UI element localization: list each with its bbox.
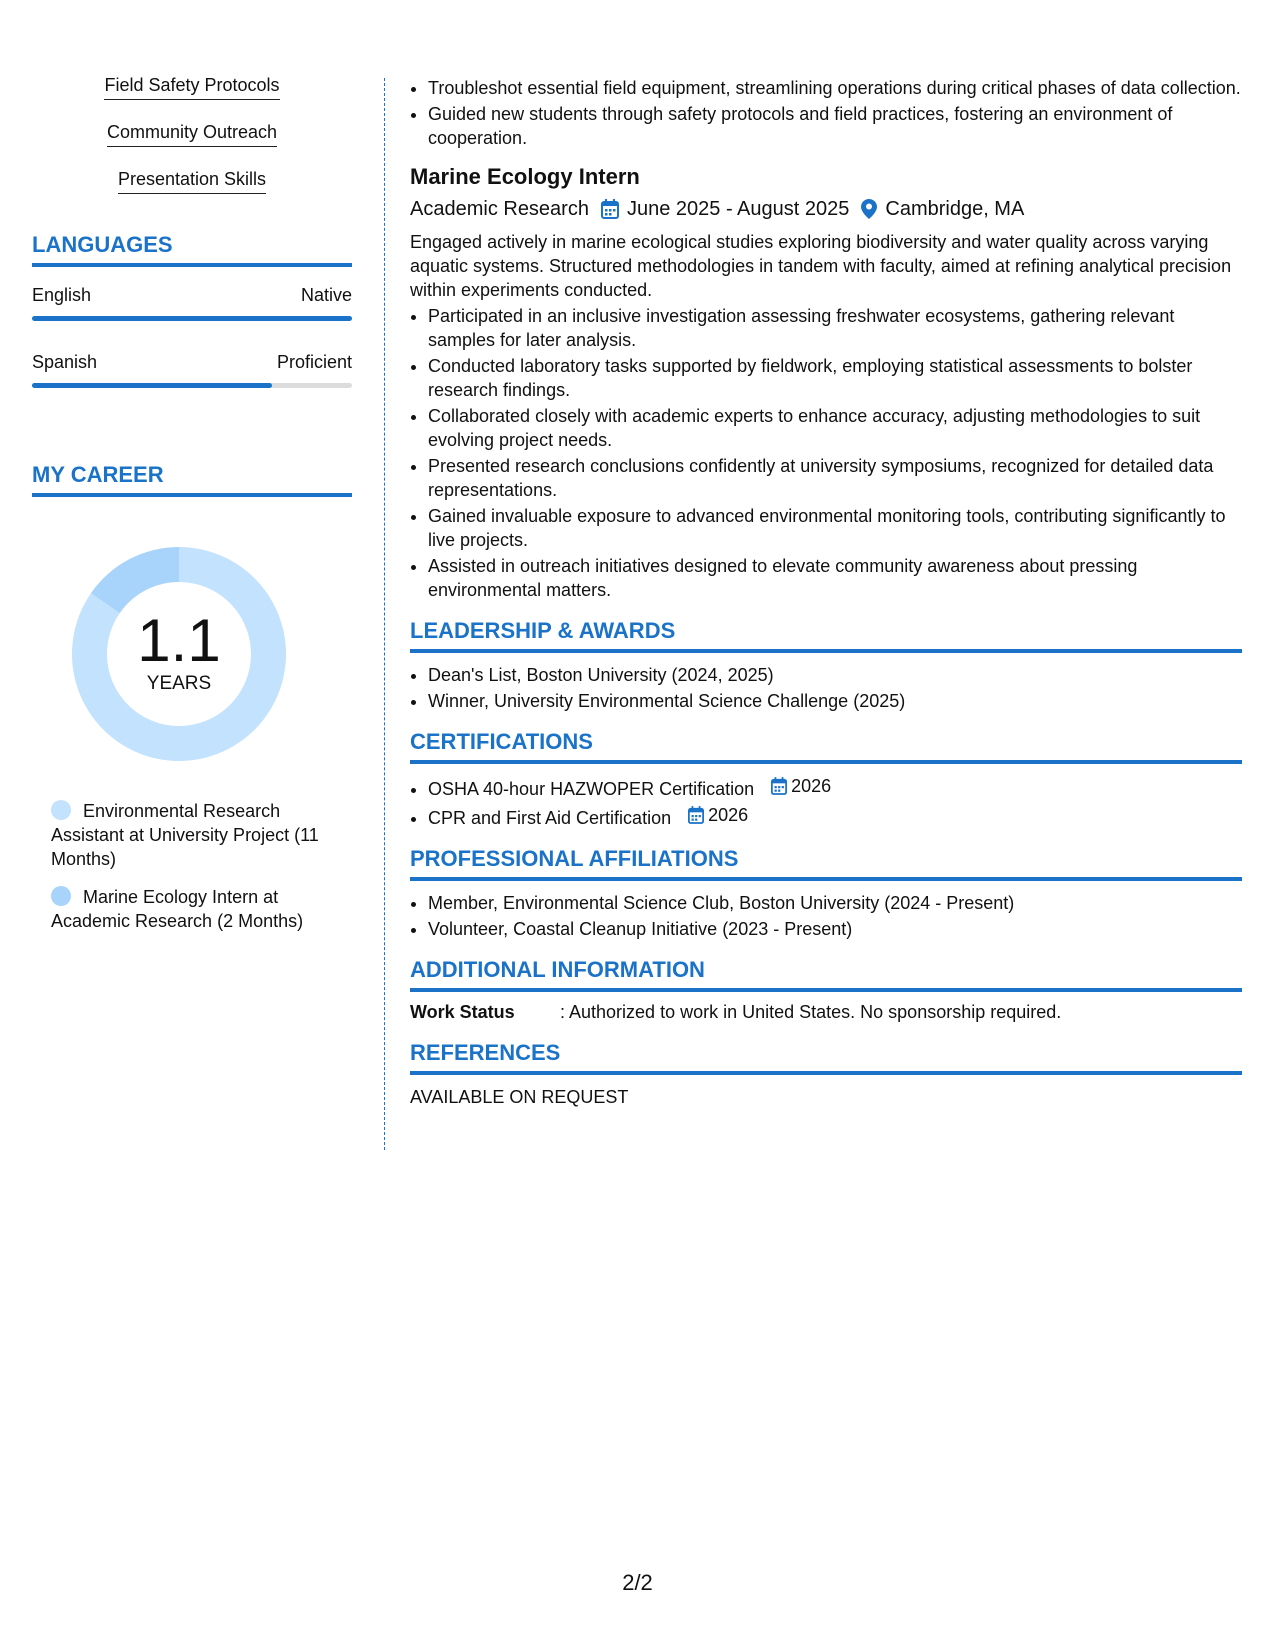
list-item: • Participated in an inclusive investigation assessing freshwater ecosystems, gathering relevant samples for later analysis. <box>428 304 1242 352</box>
language-level-fill <box>32 383 272 388</box>
language-level-bar <box>32 316 352 321</box>
info-value: : Authorized to work in United States. No sponsorship required. <box>560 1002 1062 1022</box>
job-location: Cambridge, MA <box>885 198 1025 220</box>
list-item: • Troubleshot essential field equipment, streamlining operations during critical phases of data collection. <box>428 76 1242 100</box>
skill-item: Field Safety Protocols <box>32 74 352 100</box>
career-legend <box>51 799 341 933</box>
calendar-icon <box>688 806 704 824</box>
calendar-icon <box>771 777 787 795</box>
list-item: • Dean's List, Boston University (2024, 2025) <box>428 663 1242 687</box>
career-donut <box>64 539 294 769</box>
career-unit: YEARS <box>146 673 212 694</box>
legend-item: Marine Ecology Intern at Academic Research (2 Months) <box>51 887 304 931</box>
list-item: • Guided new students through safety protocols and field practices, fostering an environment of cooperation. <box>428 102 1242 150</box>
list-item: • Collaborated closely with academic experts to enhance accuracy, adjusting methodologies to suit evolving project needs. <box>428 404 1242 452</box>
career-total: 1.1 <box>137 607 221 674</box>
list-item: • Winner, University Environmental Science Challenge (2025) <box>428 689 1242 713</box>
location-pin-icon <box>861 199 877 219</box>
list-item: • Volunteer, Coastal Cleanup Initiative (2023 - Present) <box>428 917 1242 941</box>
additional-info-section <box>410 957 1242 1024</box>
references-text: AVAILABLE ON REQUEST <box>410 1087 629 1107</box>
job-bullets <box>410 304 1242 602</box>
list-item: • Assisted in outreach initiatives designed to elevate community awareness about pressing environmental matters. <box>428 554 1242 602</box>
cert-year: 2026 <box>708 805 749 825</box>
career-section <box>32 462 352 933</box>
skill-item: Community Outreach <box>32 121 352 147</box>
languages-title: LANGUAGES <box>32 232 352 267</box>
job-description: Engaged actively in marine ecological studies exploring biodiversity and water quality across varying aquatic systems. Structured methodologies in tandem with faculty, aimed at refining analytical precision within experiments conducted. <box>410 232 1232 300</box>
cert-name: CPR and First Aid Certification <box>428 808 672 828</box>
certifications-title: CERTIFICATIONS <box>410 729 1242 764</box>
skill-item: Presentation Skills <box>32 168 352 194</box>
awards-section <box>410 618 1242 713</box>
career-title: MY CAREER <box>32 462 352 497</box>
list-item: • Conducted laboratory tasks supported by fieldwork, employing statistical assessments to bolster research findings. <box>428 354 1242 402</box>
affiliations-section <box>410 846 1242 941</box>
sidebar <box>32 74 352 947</box>
list-item: • Gained invaluable exposure to advanced environmental monitoring tools, contributing significantly to live projects. <box>428 504 1242 552</box>
legend-item: Environmental Research Assistant at University Project (11 Months) <box>51 801 319 869</box>
cert-year: 2026 <box>791 776 832 796</box>
list-item <box>428 803 1242 830</box>
list-item: • Member, Environmental Science Club, Boston University (2024 - Present) <box>428 891 1242 915</box>
info-key: Work Status <box>410 1002 515 1022</box>
language-level: Proficient <box>276 352 352 372</box>
legend-dot <box>51 886 71 906</box>
main-content <box>410 76 1242 1109</box>
job-meta <box>410 196 1242 222</box>
calendar-icon <box>601 199 619 219</box>
skills-list <box>32 74 352 194</box>
language-item <box>32 351 352 388</box>
list-item: • Presented research conclusions confidently at university symposiums, recognized for detailed data representations. <box>428 454 1242 502</box>
awards-title: LEADERSHIP & AWARDS <box>410 618 1242 653</box>
info-row <box>410 1000 1242 1024</box>
cert-name: OSHA 40-hour HAZWOPER Certification <box>428 779 755 799</box>
language-name: Spanish <box>32 352 98 372</box>
previous-job-bullets <box>410 76 1242 150</box>
job-dates: June 2025 - August 2025 <box>626 198 850 220</box>
languages-section <box>32 232 352 388</box>
language-level-bar <box>32 383 352 388</box>
job-title: Marine Ecology Intern <box>410 164 640 189</box>
list-item <box>428 774 1242 801</box>
language-item <box>32 284 352 321</box>
page-number: 2/2 <box>622 1570 653 1595</box>
certifications-section <box>410 729 1242 830</box>
references-section <box>410 1040 1242 1109</box>
additional-info-title: ADDITIONAL INFORMATION <box>410 957 1242 992</box>
language-name: English <box>32 285 92 305</box>
job-entry <box>410 164 1242 602</box>
affiliations-title: PROFESSIONAL AFFILIATIONS <box>410 846 1242 881</box>
language-level: Native <box>300 285 352 305</box>
job-company: Academic Research <box>410 198 589 220</box>
column-divider <box>384 78 385 1150</box>
legend-dot <box>51 800 71 820</box>
language-level-fill <box>32 316 352 321</box>
references-title: REFERENCES <box>410 1040 1242 1075</box>
